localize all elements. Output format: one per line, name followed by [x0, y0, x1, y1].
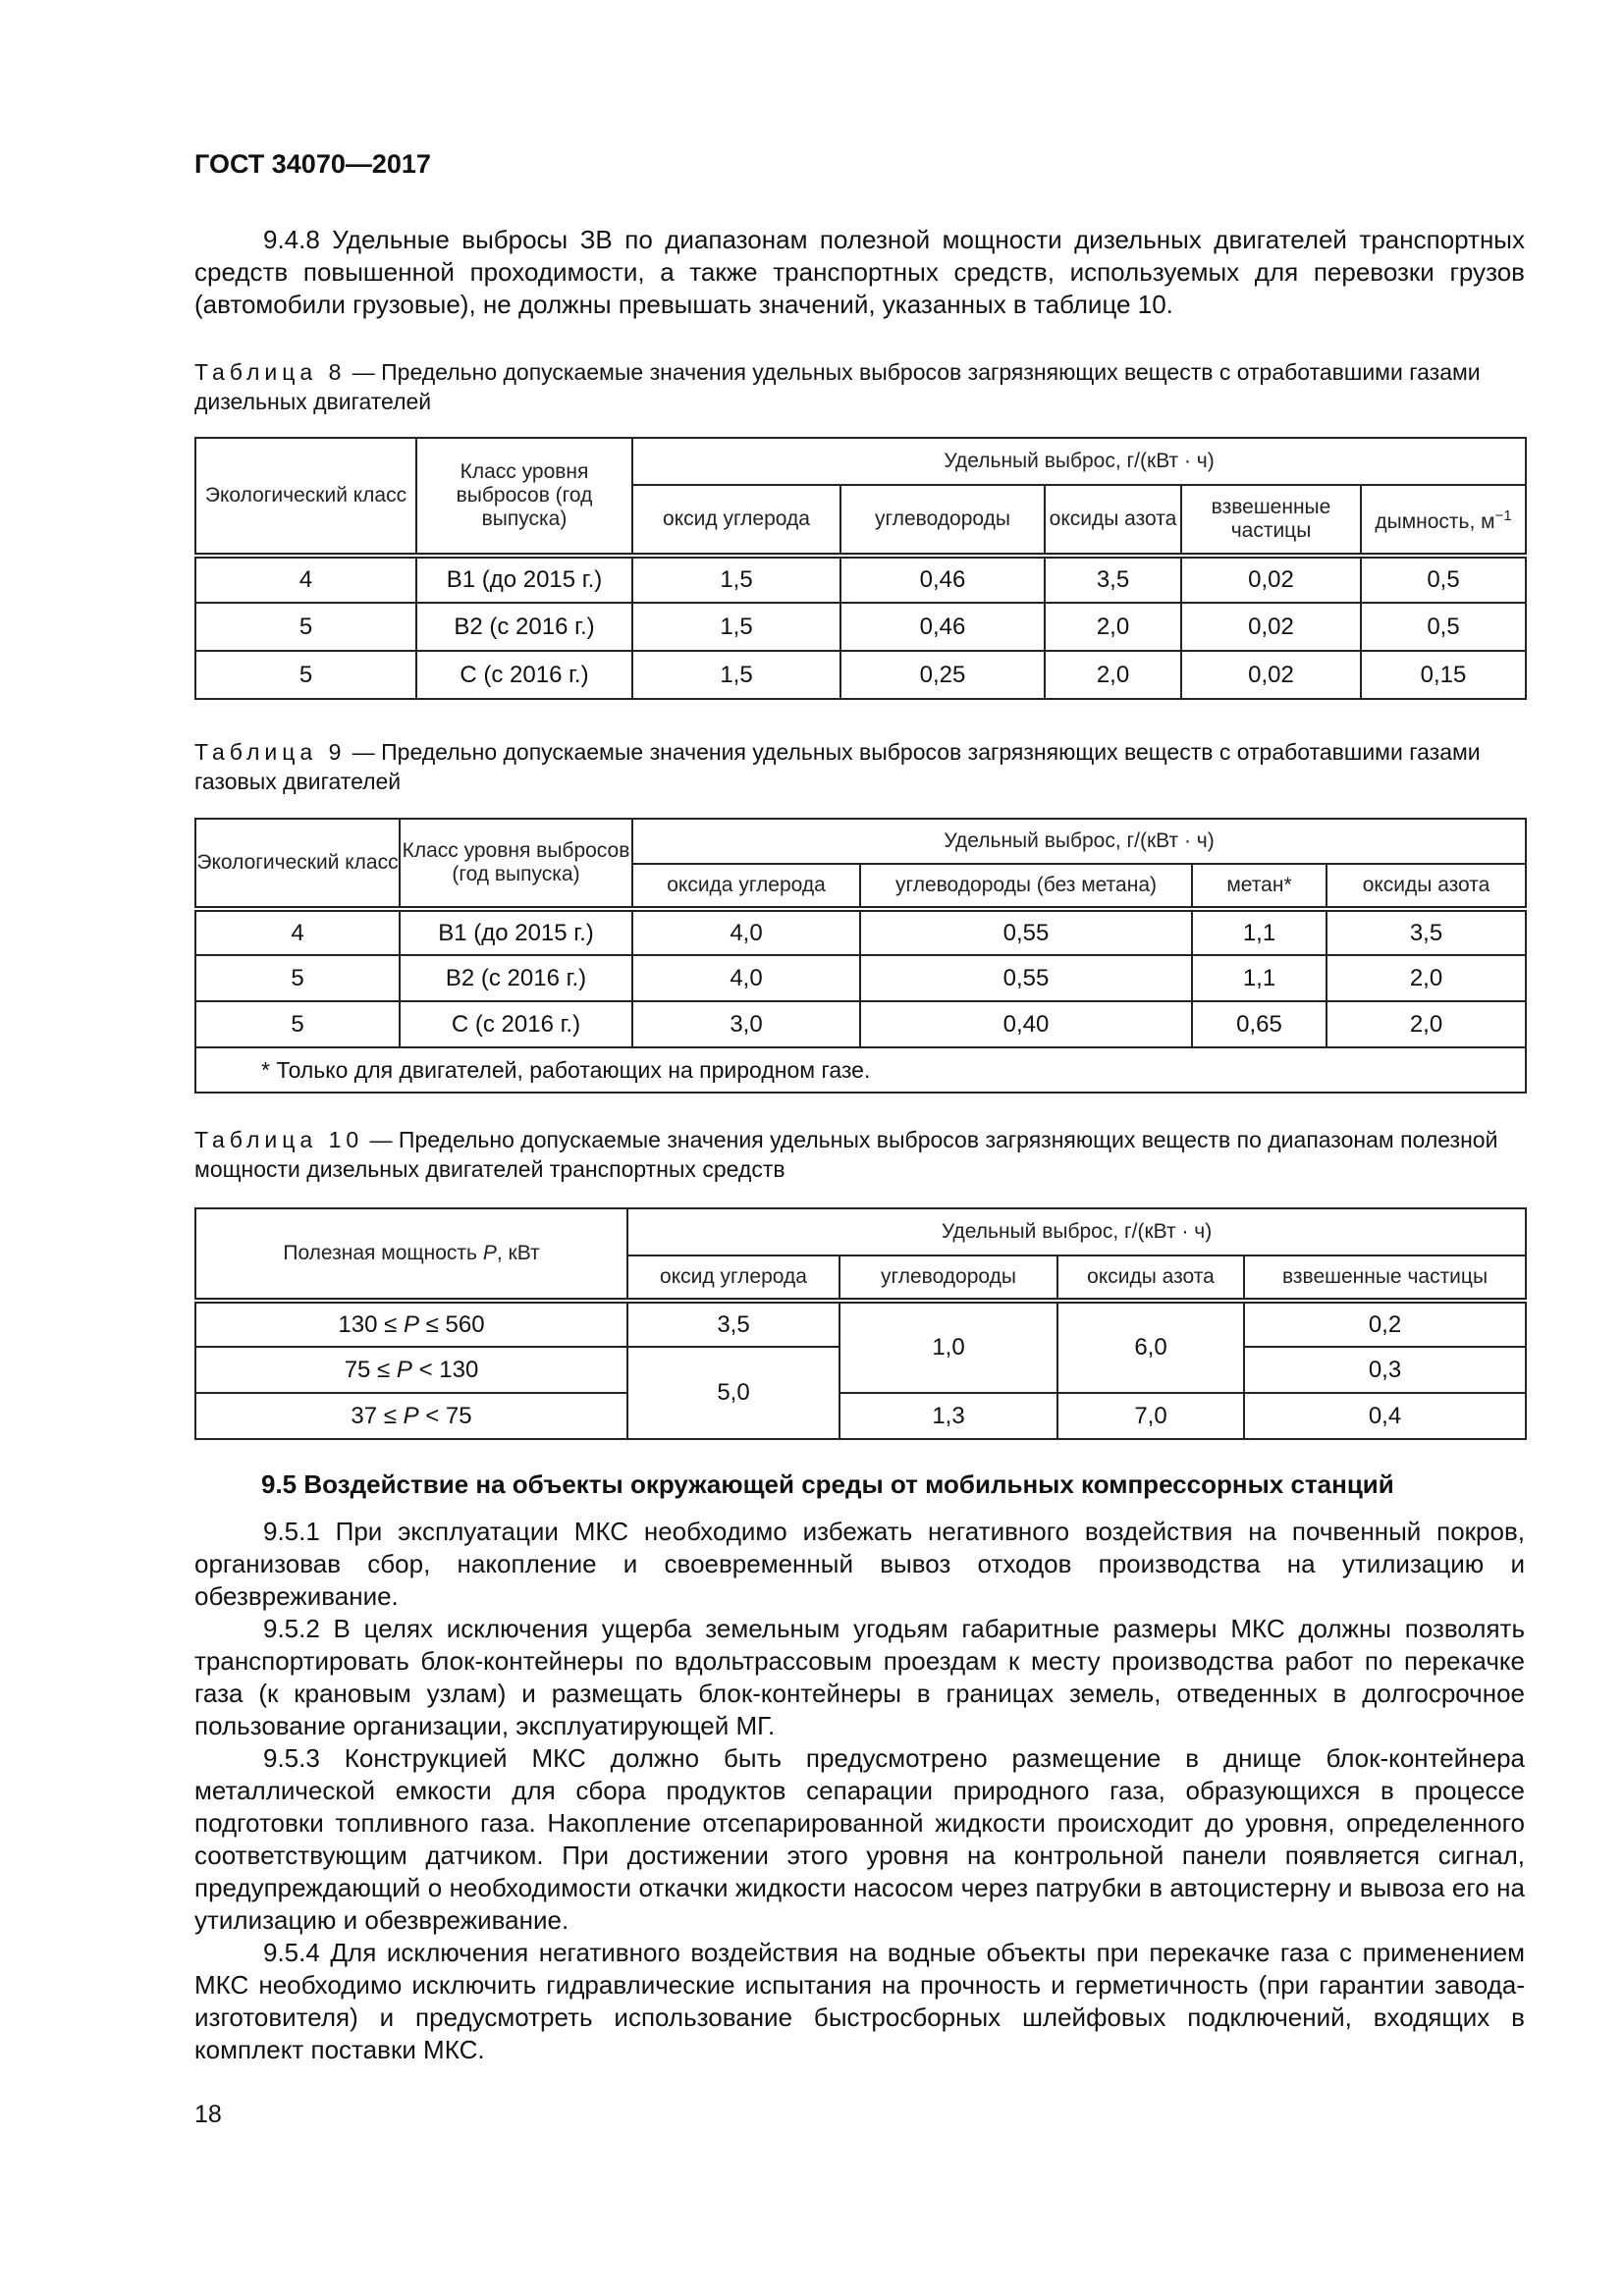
table10-header-hc: углеводороды	[839, 1255, 1057, 1301]
table10-header-pm: взвешенные частицы	[1244, 1255, 1526, 1301]
table-cell: 6,0	[1057, 1301, 1244, 1393]
table9-header-group: Удельный выброс, г/(кВт · ч)	[632, 819, 1526, 864]
table-cell: 3,5	[1045, 556, 1181, 603]
table-cell: 0,02	[1181, 651, 1361, 699]
table-cell: 5,0	[627, 1347, 839, 1439]
table-row	[195, 1001, 1526, 1047]
table-cell: В2 (с 2016 г.)	[416, 603, 632, 651]
table10-header-nox: оксиды азота	[1057, 1255, 1244, 1301]
table-cell: 1,3	[839, 1393, 1057, 1439]
table-cell: 37 ≤ P < 75	[195, 1393, 627, 1439]
table10-label: Таблица 10	[194, 1127, 364, 1152]
table8-header-class: Экологический класс	[195, 438, 416, 556]
document-code-header: ГОСТ 34070—2017	[194, 149, 431, 179]
table10	[194, 1207, 1527, 1440]
table-cell: 0,46	[840, 556, 1045, 603]
table8-header-smoke-text: дымность, м	[1375, 510, 1495, 533]
table-cell: 4	[195, 556, 416, 603]
table9-label: Таблица 9	[194, 739, 347, 765]
table-cell: С (с 2016 г.)	[400, 1001, 632, 1047]
section-9-5-title: 9.5 Воздействие на объекты окружающей среды от мобильных компрессорных станций	[261, 1469, 1394, 1499]
table-cell: 5	[195, 603, 416, 651]
table-row	[195, 1047, 1526, 1093]
table-cell: 4,0	[632, 955, 860, 1001]
paragraph-9-4-8: 9.4.8 Удельные выбросы ЗВ по диапазонам полезной мощности дизельных двигателей транспортных средств повышенной проходимости, а также транспортных средств, используемых для перевозки грузов (автомобили грузовые), не должны превышать значений, указанных в таблице 10.	[194, 225, 1525, 319]
table8-label: Таблица 8	[194, 359, 347, 385]
table-cell: 1,0	[839, 1301, 1057, 1393]
table9-header-nox: оксиды азота	[1326, 864, 1526, 909]
table-row	[195, 1301, 1526, 1347]
table-cell: 3,5	[1326, 909, 1526, 955]
table-cell: 7,0	[1057, 1393, 1244, 1439]
table-cell: 75 ≤ P < 130	[195, 1347, 627, 1393]
table8-header-hc: углеводороды	[840, 485, 1045, 556]
table8-caption	[194, 357, 1525, 416]
table-cell: 1,5	[632, 651, 840, 699]
table-cell: 2,0	[1045, 603, 1181, 651]
table-cell: 2,0	[1326, 955, 1526, 1001]
table10-header-co: оксид углерода	[627, 1255, 839, 1301]
table-cell: 3,0	[632, 1001, 860, 1047]
table8-header-pm: взвешенные частицы	[1181, 485, 1361, 556]
table9-header-methane: метан*	[1192, 864, 1326, 909]
table-cell: 0,4	[1244, 1393, 1526, 1439]
table-cell: 1,5	[632, 556, 840, 603]
table-cell: 0,02	[1181, 603, 1361, 651]
table-cell: 5	[195, 651, 416, 699]
table-cell: В2 (с 2016 г.)	[400, 955, 632, 1001]
table-cell: 0,15	[1361, 651, 1526, 699]
table8-header-group: Удельный выброс, г/(кВт · ч)	[632, 438, 1526, 485]
table-cell: В1 (до 2015 г.)	[416, 556, 632, 603]
table9-footnote: * Только для двигателей, работающих на природном газе.	[195, 1047, 1526, 1093]
table9-header-class: Экологический класс	[195, 819, 400, 909]
table10-header-power: Полезная мощность P, кВт	[195, 1208, 627, 1301]
table9-header-hc: углеводороды (без метана)	[860, 864, 1192, 909]
table8-header-co: оксид углерода	[632, 485, 840, 556]
table-cell: 0,46	[840, 603, 1045, 651]
table-cell: С (с 2016 г.)	[416, 651, 632, 699]
table8-header-smoke	[1361, 485, 1526, 556]
table9	[194, 818, 1527, 1094]
table8	[194, 437, 1527, 700]
table-cell: 0,2	[1244, 1301, 1526, 1347]
table-row	[195, 1393, 1526, 1439]
table-cell: 0,55	[860, 909, 1192, 955]
table-cell: 0,02	[1181, 556, 1361, 603]
table-row	[195, 955, 1526, 1001]
table-cell: В1 (до 2015 г.)	[400, 909, 632, 955]
paragraph-9-5-2: 9.5.2 В целях исключения ущерба земельным угодьям габаритные размеры МКС должны позволять транспортировать блок-контейнеры по вдольтрассовым проездам к месту производства работ по перекачке газа (к крановым узлам) и размещать блок-контейнеры в границах земель, отведенных в долгосрочное пользование организации, эксплуатирующей МГ.	[194, 1614, 1525, 1740]
table-cell: 0,55	[860, 955, 1192, 1001]
table-cell: 1,1	[1192, 909, 1326, 955]
table-cell: 0,40	[860, 1001, 1192, 1047]
table8-header-level: Класс уровня выбросов (год выпуска)	[416, 438, 632, 556]
table-cell: 5	[195, 1001, 400, 1047]
table-cell: 4,0	[632, 909, 860, 955]
table-cell: 2,0	[1045, 651, 1181, 699]
table9-caption-text: — Предельно допускаемые значения удельных выбросов загрязняющих веществ с отработавшими газами газовых двигателей	[194, 739, 1481, 794]
table-row	[195, 603, 1526, 651]
table-cell: 0,5	[1361, 556, 1526, 603]
table9-header-level: Класс уровня выбросов (год выпуска)	[400, 819, 632, 909]
table10-header-group: Удельный выброс, г/(кВт · ч)	[627, 1208, 1526, 1255]
table10-caption-text: — Предельно допускаемые значения удельных выбросов загрязняющих веществ по диапазонам полезной мощности дизельных двигателей транспортных средств	[194, 1127, 1498, 1182]
table9-header-co: оксида углерода	[632, 864, 860, 909]
table-row	[195, 651, 1526, 699]
table-row	[195, 909, 1526, 955]
table-cell: 0,5	[1361, 603, 1526, 651]
table-cell: 4	[195, 909, 400, 955]
table-cell: 0,25	[840, 651, 1045, 699]
table-cell: 5	[195, 955, 400, 1001]
table-row	[195, 556, 1526, 603]
table-cell: 3,5	[627, 1301, 839, 1347]
table-cell: 0,65	[1192, 1001, 1326, 1047]
table8-header-nox: оксиды азота	[1045, 485, 1181, 556]
table8-header-smoke-sup: −1	[1494, 507, 1512, 524]
table-cell: 1,5	[632, 603, 840, 651]
paragraph-9-5-4: 9.5.4 Для исключения негативного воздействия на водные объекты при перекачке газа с применением МКС необходимо исключить гидравлические испытания на прочность и герметичность (при гарантии завода-изготовителя) и предусмотреть использование быстросборных шлейфовых подключений, входящих в комплект поставки МКС.	[194, 1938, 1525, 2064]
table8-caption-text: — Предельно допускаемые значения удельных выбросов загрязняющих веществ с отработавшими газами дизельных двигателей	[194, 359, 1481, 414]
table-cell: 2,0	[1326, 1001, 1526, 1047]
paragraph-9-5-3: 9.5.3 Конструкцией МКС должно быть предусмотрено размещение в днище блок-контейнера металлической емкости для сбора продуктов сепарации природного газа, образующихся в процессе подготовки топливного газа. Накопление отсепарированной жидкости происходит до уровня, определенного соответствующим датчиком. При достижении этого уровня на контрольной панели появляется сигнал, предупреждающий о необходимости откачки жидкости насосом через патрубки в автоцистерну и вывоза его на утилизацию и обезвреживание.	[194, 1743, 1525, 1935]
table10-caption	[194, 1125, 1525, 1184]
paragraph-9-5-1: 9.5.1 При эксплуатации МКС необходимо избежать негативного воздействия на почвенный покров, организовав сбор, накопление и своевременный вывоз отходов производства на утилизацию и обезвреживание.	[194, 1517, 1525, 1611]
table-cell: 130 ≤ P ≤ 560	[195, 1301, 627, 1347]
table-cell: 0,3	[1244, 1347, 1526, 1393]
table9-caption	[194, 737, 1525, 796]
section-9-5-body	[194, 1516, 1525, 2066]
page-number: 18	[194, 2101, 222, 2128]
table-cell: 1,1	[1192, 955, 1326, 1001]
